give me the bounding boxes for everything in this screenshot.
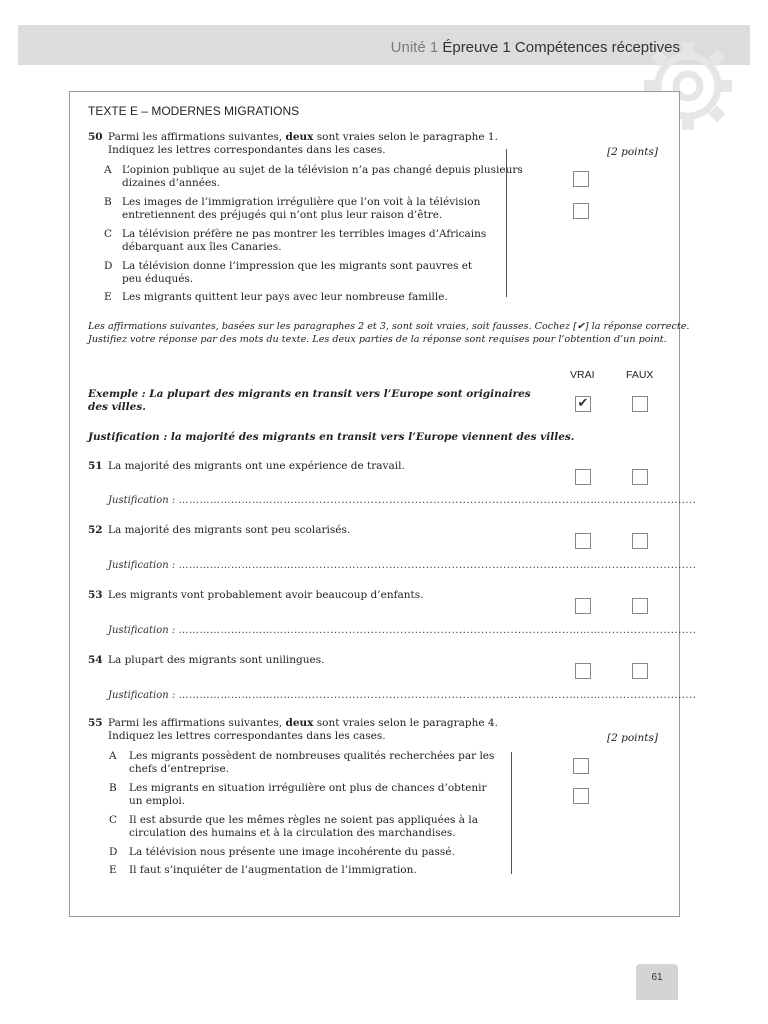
q55-answer-box-2[interactable] (573, 788, 589, 804)
example-line-2: des villes. (88, 401, 146, 413)
item-54-justification-field[interactable]: Justification : ………………………………........................................................................……….......................... (108, 690, 697, 701)
unit-label: Unité 1 (390, 39, 439, 56)
instructions-line-2: Justifiez votre réponse par des mots du texte. Les deux parties de la réponse sont requises pour l’obtention d’un point. (88, 334, 667, 345)
q50-prompt: Parmi les affirmations suivantes, deux sont vraies selon le paragraphe 1. (108, 131, 498, 143)
item-53-vrai-checkbox[interactable] (575, 598, 591, 614)
item-53-faux-checkbox[interactable] (632, 598, 648, 614)
example-line-1: Exemple : La plupart des migrants en transit vers l’Europe sont originaires (88, 388, 531, 400)
instructions-line-1: Les affirmations suivantes, basées sur les paragraphes 2 et 3, sont soit vraies, soit fausses. Cochez [✔] la réponse correcte. (88, 321, 690, 332)
item-53-justification-field[interactable]: Justification : ………………………………........................................................................……….......................... (108, 625, 697, 636)
page-number: 61 (636, 964, 678, 1000)
page-header-title (391, 39, 680, 56)
column-vrai: VRAI (570, 369, 595, 381)
item-52-faux-checkbox[interactable] (632, 533, 648, 549)
item-52-justification-field[interactable]: Justification : ………………………………........................................................................……….......................... (108, 560, 697, 571)
example-faux-checkbox[interactable] (632, 396, 648, 412)
exercise-title: TEXTE E – MODERNES MIGRATIONS (88, 104, 300, 118)
column-faux: FAUX (626, 369, 654, 381)
item-54-faux-checkbox[interactable] (632, 663, 648, 679)
item-54-vrai-checkbox[interactable] (575, 663, 591, 679)
section-label: Épreuve 1 (442, 39, 511, 56)
q50-instruction: Indiquez les lettres correspondantes dans les cases. (108, 144, 386, 156)
q50-number: 50 (88, 131, 103, 143)
subtitle-label: Compétences réceptives (514, 39, 680, 56)
item-52-vrai-checkbox[interactable] (575, 533, 591, 549)
item-51-justification-field[interactable]: Justification : ………………………………........................................................................……….......................... (108, 495, 697, 506)
q50-answer-box-2[interactable] (573, 203, 589, 219)
q50-points: [2 points] (607, 146, 658, 158)
item-51-vrai-checkbox[interactable] (575, 469, 591, 485)
q55-prompt: Parmi les affirmations suivantes, deux sont vraies selon le paragraphe 4. (108, 717, 498, 729)
q55-number: 55 (88, 717, 103, 729)
item-51-faux-checkbox[interactable] (632, 469, 648, 485)
q55-divider (511, 752, 512, 874)
example-justification: Justification : la majorité des migrants en transit vers l’Europe viennent des villes. (88, 431, 575, 443)
q55-instruction: Indiquez les lettres correspondantes dans les cases. (108, 730, 386, 742)
q50-answer-box-1[interactable] (573, 171, 589, 187)
example-vrai-checkbox[interactable]: ✔ (575, 396, 591, 412)
q55-answer-box-1[interactable] (573, 758, 589, 774)
q55-points: [2 points] (607, 732, 658, 744)
